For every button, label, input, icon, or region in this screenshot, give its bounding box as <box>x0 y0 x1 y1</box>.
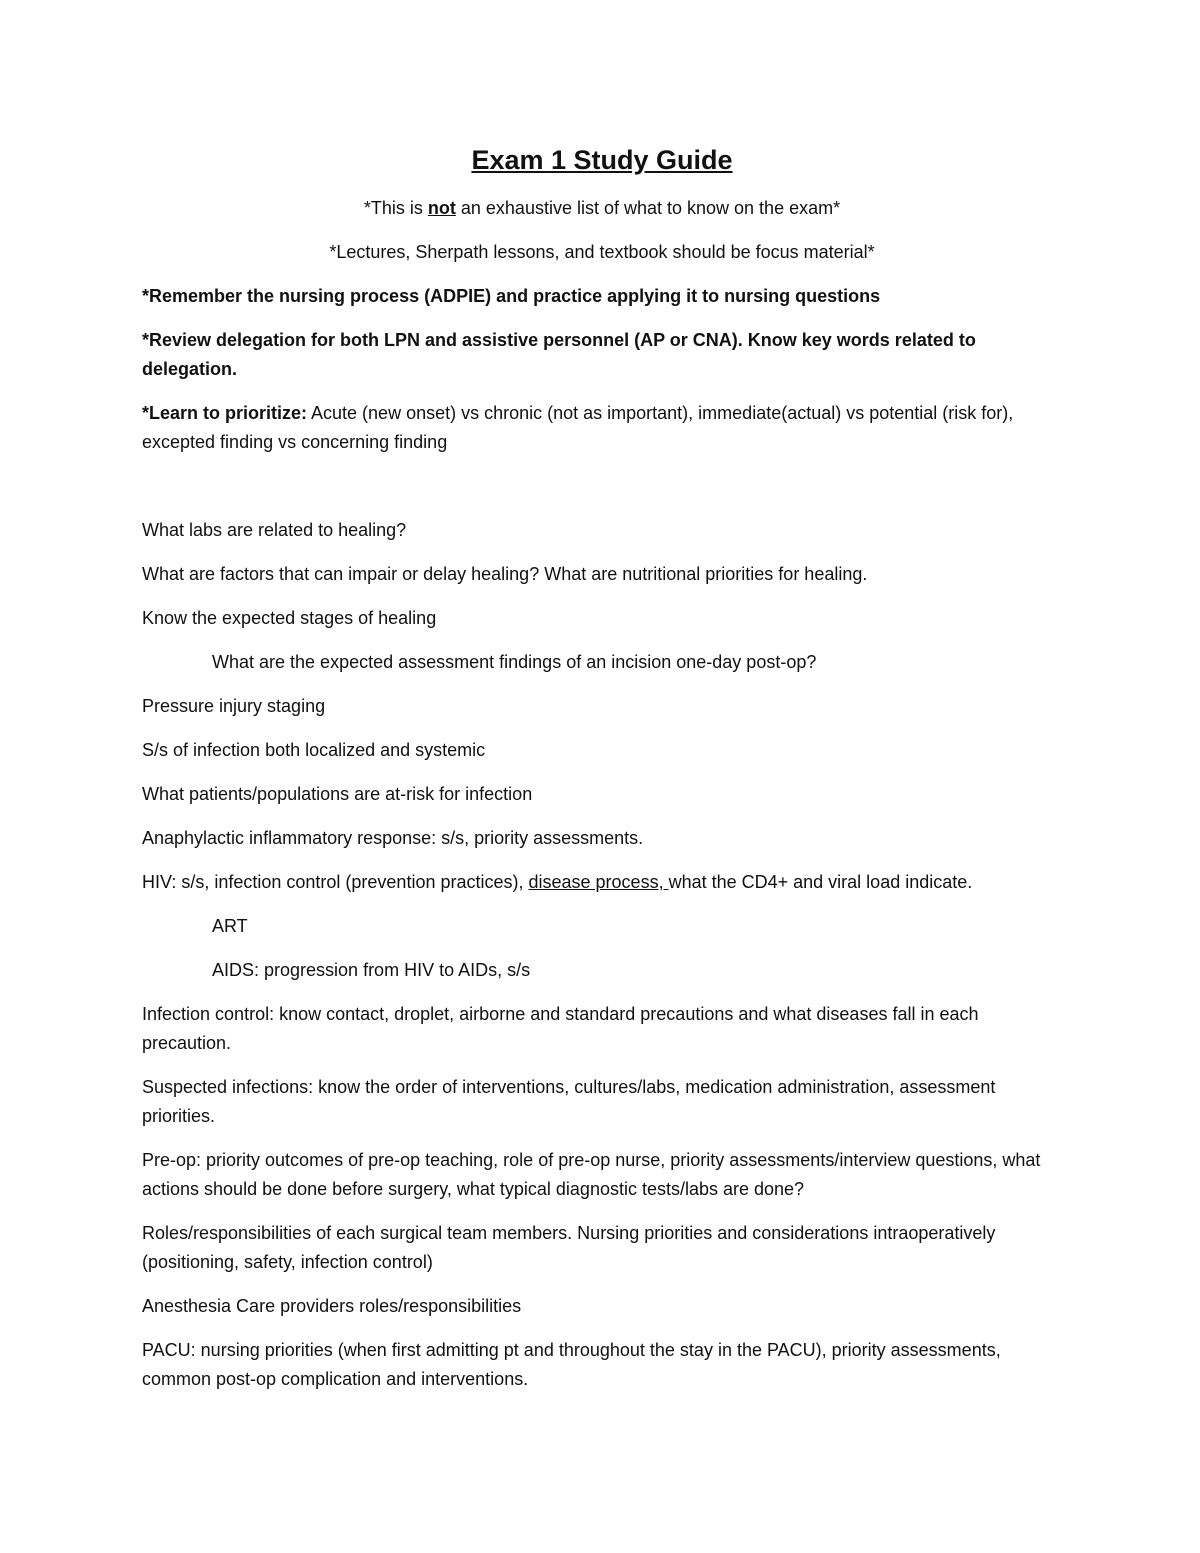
item-pacu: PACU: nursing priorities (when first admitting pt and throughout the stay in the PACU), priority assessments, common post-op complication and interventions. <box>142 1340 1001 1389</box>
item-suspected-infections: Suspected infections: know the order of interventions, cultures/labs, medication administration, assessment priorities. <box>142 1077 996 1126</box>
item-anaphylactic: Anaphylactic inflammatory response: s/s, priority assessments. <box>142 828 644 848</box>
item-incision: What are the expected assessment findings of an incision one-day post-op? <box>212 652 817 672</box>
item-pressure: Pressure injury staging <box>142 696 326 716</box>
note-emphasis: not <box>427 198 456 218</box>
hiv-suffix: what the CD4+ and viral load indicate. <box>668 872 973 892</box>
item-at-risk: What patients/populations are at-risk for infection <box>142 784 533 804</box>
prioritize-item <box>142 399 1062 457</box>
note-not-exhaustive <box>142 194 1062 223</box>
item-labs: What labs are related to healing? <box>142 520 407 540</box>
item-aids: AIDS: progression from HIV to AIDs, s/s <box>212 960 531 980</box>
hiv-underlined: disease process, <box>528 872 669 892</box>
bold-item-nursing-process: *Remember the nursing process (ADPIE) and practice applying it to nursing questions <box>142 286 881 306</box>
item-infection-ss: S/s of infection both localized and systemic <box>142 740 486 760</box>
item-anesthesia: Anesthesia Care providers roles/responsibilities <box>142 1296 522 1316</box>
hiv-prefix: HIV: s/s, infection control (prevention practices), <box>142 872 529 892</box>
prioritize-label: *Learn to prioritize: <box>142 403 308 423</box>
item-infection-control: Infection control: know contact, droplet, airborne and standard precautions and what diseases fall in each precaution. <box>142 1004 979 1053</box>
item-roles: Roles/responsibilities of each surgical team members. Nursing priorities and considerations intraoperatively (positioning, safety, infection control) <box>142 1223 996 1272</box>
item-stages: Know the expected stages of healing <box>142 608 437 628</box>
prioritize-text: Acute (new onset) vs chronic (not as important), immediate(actual) vs potential (risk for), excepted finding vs concerning finding <box>142 403 1014 452</box>
item-preop: Pre-op: priority outcomes of pre-op teaching, role of pre-op nurse, priority assessments/interview questions, what actions should be done before surgery, what typical diagnostic tests/labs are done? <box>142 1150 1041 1199</box>
bold-item-delegation: *Review delegation for both LPN and assistive personnel (AP or CNA). Know key words related to delegation. <box>142 330 976 379</box>
note-suffix: an exhaustive list of what to know on the exam* <box>455 198 841 218</box>
note-focus-material: *Lectures, Sherpath lessons, and textbook should be focus material* <box>329 242 875 262</box>
spacer <box>142 472 1062 516</box>
note-prefix: *This is <box>363 198 428 218</box>
document-content <box>142 140 1062 1409</box>
item-factors: What are factors that can impair or delay healing? What are nutritional priorities for healing. <box>142 564 868 584</box>
item-art: ART <box>212 916 248 936</box>
item-hiv <box>142 868 1062 897</box>
document-title: Exam 1 Study Guide <box>471 145 733 175</box>
